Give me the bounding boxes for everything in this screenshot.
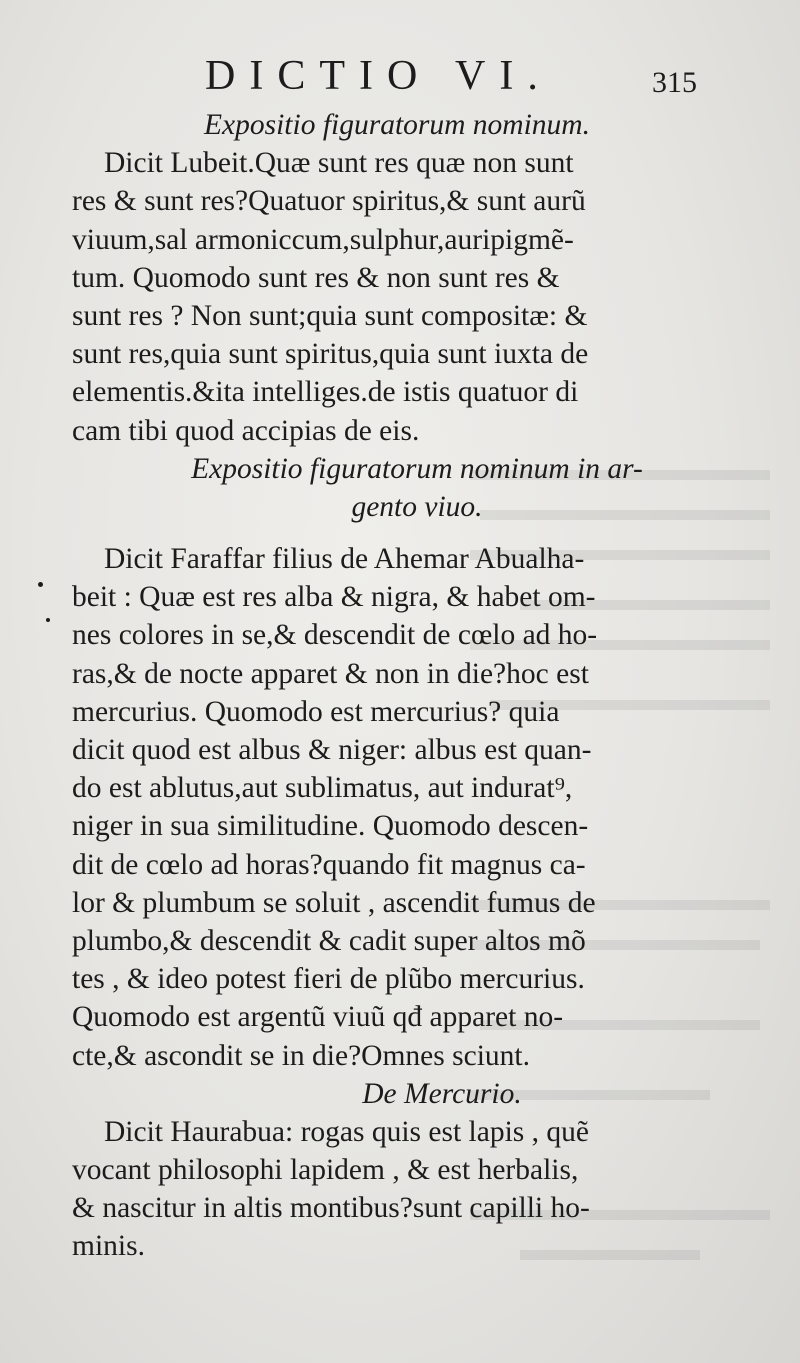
text-line: Dicit Faraffar filius de Ahemar Abualha- — [104, 543, 585, 576]
text-line: viuum,sal armoniccum,sulphur,auripigmẽ- — [72, 223, 574, 256]
text-line: sunt res,quia sunt spiritus,quia sunt iuxta de — [72, 338, 589, 371]
text-line: Dicit Haurabua: rogas quis est lapis , quẽ — [104, 1115, 589, 1148]
text-line: ras,& de nocte apparet & non in die?hoc est — [72, 657, 589, 690]
ink-speck — [46, 618, 50, 622]
text-line: niger in sua similitudine. Quomodo descen- — [72, 810, 589, 843]
text-line: cam tibi quod accipias de eis. — [72, 414, 420, 447]
text-line: & nascitur in altis montibus?sunt capilli ho- — [72, 1192, 590, 1225]
text-line: dicit quod est albus & niger: albus est quan- — [72, 734, 592, 766]
ink-speck — [38, 582, 43, 587]
text-line: tum. Quomodo sunt res & non sunt res & — [72, 261, 560, 294]
text-line: lor & plumbum se soluit , ascendit fumus de — [72, 886, 596, 919]
body-text — [72, 106, 702, 1266]
text-line: Dicit Lubeit.Quæ sunt res quæ non sunt — [104, 147, 574, 180]
text-line: beit : Quæ est res alba & nigra, & habet om- — [72, 581, 596, 614]
text-line: Quomodo est argentũ viuũ qđ apparet no- — [72, 1001, 564, 1034]
section-heading: Expositio figuratorum nominum in ar- — [191, 452, 643, 485]
page-number: 315 — [652, 66, 697, 99]
section-heading-continued: gento viuo. — [351, 490, 483, 523]
section-heading: De Mercurio. — [362, 1077, 522, 1110]
text-line: res & sunt res?Quatuor spiritus,& sunt aurũ — [72, 185, 586, 218]
text-line: tes , & ideo potest fieri de plũbo mercurius. — [72, 963, 585, 996]
text-line: sunt res ? Non sunt;quia sunt compositæ: & — [72, 299, 588, 332]
text-line: cte,& ascondit se in die?Omnes sciunt. — [72, 1039, 530, 1072]
text-line: elementis.&ita intelliges.de istis quatuor di — [72, 376, 579, 409]
text-line: plumbo,& descendit & cadit super altos mõ — [72, 924, 586, 957]
text-line: mercurius. Quomodo est mercurius? quia — [72, 695, 560, 728]
text-line: dit de cœlo ad horas?quando fit magnus ca- — [72, 848, 586, 881]
text-line: minis. — [72, 1230, 145, 1263]
text-line: nes colores in se,& descendit de cœlo ad ho- — [72, 619, 598, 652]
running-title: DICTIO VI. — [205, 53, 552, 99]
text-line: do est ablutus,aut sublimatus, aut indurat⁹, — [72, 772, 573, 805]
running-head — [0, 52, 800, 106]
text-line: vocant philosophi lapidem , & est herbalis, — [72, 1154, 579, 1187]
section-heading: Expositio figuratorum nominum. — [204, 109, 590, 141]
